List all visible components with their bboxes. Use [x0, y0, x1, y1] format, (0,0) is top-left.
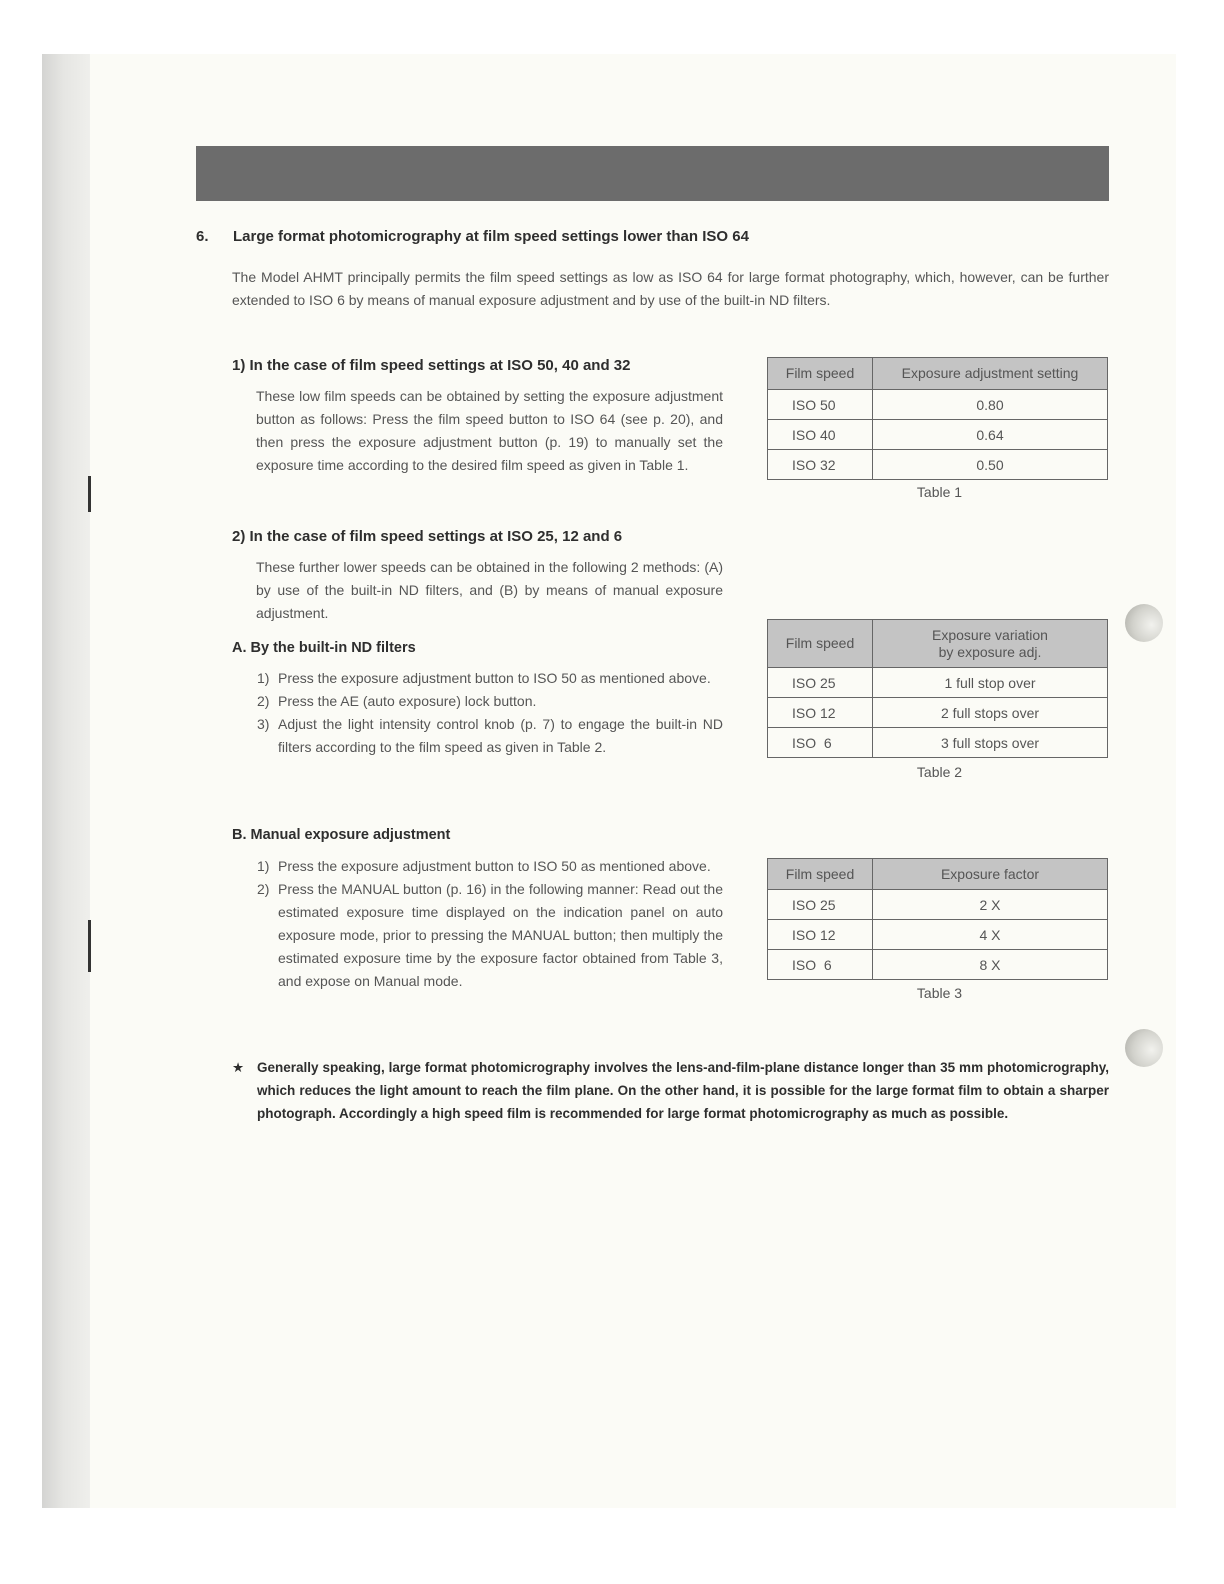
table2-header-line: by exposure adj. [938, 643, 1042, 660]
step-text: Press the AE (auto exposure) lock button. [278, 693, 537, 709]
case1-heading: 1) In the case of film speed settings at ISO 50, 40 and 32 [232, 357, 631, 374]
list-item [257, 667, 723, 690]
section-title [196, 228, 749, 245]
list-item [257, 690, 723, 713]
table2-cell: 2 full stops over [873, 698, 1108, 728]
table3-header: Exposure factor [873, 859, 1108, 890]
step-number: 2) [257, 881, 270, 897]
table3-cell: ISO 25 [768, 890, 873, 920]
table-1 [767, 357, 1108, 480]
binding-mark [88, 920, 91, 972]
section-header-bar [196, 146, 1109, 201]
step-number: 1) [257, 858, 270, 874]
section-intro: The Model AHMT principally permits the film speed settings as low as ISO 64 for large format photography, which, however, can be further extended to ISO 6 by means of manual exposure adjustment and by use of the built-in ND filters. [232, 269, 1109, 308]
table3-caption: Table 3 [916, 985, 963, 1001]
table2-header [873, 620, 1108, 668]
table3-cell: ISO 12 [768, 920, 873, 950]
table2-caption: Table 2 [916, 764, 963, 780]
table2-header-line: Exposure variation [932, 626, 1048, 643]
table1-cell: 0.64 [873, 420, 1108, 450]
case2-body: These further lower speeds can be obtained in the following 2 methods: (A) by use of the built-in ND filters, and (B) by means of manual exposure adjustment. [256, 559, 723, 621]
table1-cell: ISO 40 [768, 420, 873, 450]
method-a-steps [257, 667, 723, 759]
index-tab-marker [1125, 1029, 1163, 1067]
case1-body: These low film speeds can be obtained by setting the exposure adjustment button as follows: Press the film speed button to ISO 64 (see p. 20), and then press the exposure adjustment button (p. 19) to manually set the exposure time according to the desired film speed as given in Table 1. [256, 388, 723, 473]
index-tab-marker [1125, 604, 1163, 642]
note-block [232, 1056, 1109, 1125]
table3-header: Film speed [768, 859, 873, 890]
table1-header: Exposure adjustment setting [873, 358, 1108, 390]
step-number: 2) [257, 693, 270, 709]
table-2 [767, 619, 1108, 758]
list-item [257, 855, 723, 878]
case2-heading: 2) In the case of film speed settings at ISO 25, 12 and 6 [232, 528, 623, 545]
step-number: 3) [257, 716, 270, 732]
table3-cell: ISO 6 [768, 950, 873, 980]
table1-cell: 0.50 [873, 450, 1108, 480]
table2-cell: ISO 12 [768, 698, 873, 728]
table2-cell: 1 full stop over [873, 668, 1108, 698]
method-a-heading: A. By the built-in ND filters [232, 640, 416, 656]
table2-cell: ISO 25 [768, 668, 873, 698]
method-b-steps [257, 855, 723, 993]
binding-mark [88, 476, 91, 512]
section-title-text: Large format photomicrography at film speed settings lower than ISO 64 [233, 228, 749, 245]
list-item [257, 878, 723, 993]
table2-cell: ISO 6 [768, 728, 873, 758]
table1-cell: 0.80 [873, 390, 1108, 420]
table1-cell: ISO 32 [768, 450, 873, 480]
method-b-heading: B. Manual exposure adjustment [232, 827, 451, 843]
table1-header: Film speed [768, 358, 873, 390]
step-text: Adjust the light intensity control knob (p. 7) to engage the built-in ND filters according to the film speed as given in Table 2. [278, 716, 723, 755]
section-number: 6. [196, 228, 209, 245]
step-text: Press the MANUAL button (p. 16) in the following manner: Read out the estimated exposure time displayed on the indication panel on auto exposure mode, prior to pressing the MANUAL button; then multiply the estimated exposure time by the exposure factor obtained from Table 3, and expose on Manual mode. [278, 881, 723, 989]
table1-caption: Table 1 [916, 484, 963, 500]
table3-cell: 2 X [873, 890, 1108, 920]
table3-cell: 8 X [873, 950, 1108, 980]
step-text: Press the exposure adjustment button to ISO 50 as mentioned above. [278, 670, 711, 686]
table2-cell: 3 full stops over [873, 728, 1108, 758]
star-icon: ★ [232, 1060, 245, 1075]
table2-header: Film speed [768, 620, 873, 668]
step-number: 1) [257, 670, 270, 686]
list-item [257, 713, 723, 759]
table1-cell: ISO 50 [768, 390, 873, 420]
note-text: Generally speaking, large format photomicrography involves the lens-and-film-plane distance longer than 35 mm photomicrography, which reduces the light amount to reach the film plane. On the other hand, it is possible for the large format film to obtain a sharper photograph. Accordingly a high speed film is recommended for large format photomicrography as much as possible. [257, 1060, 1109, 1121]
step-text: Press the exposure adjustment button to ISO 50 as mentioned above. [278, 858, 711, 874]
table-3 [767, 858, 1108, 980]
table3-cell: 4 X [873, 920, 1108, 950]
binding-edge [42, 54, 90, 1508]
